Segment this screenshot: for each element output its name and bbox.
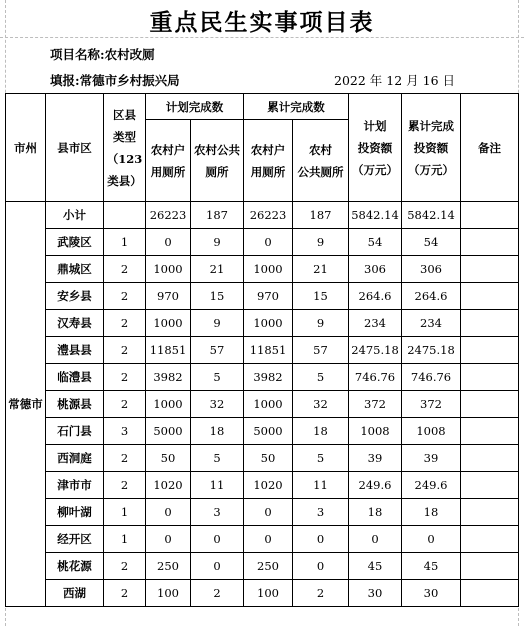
type-cell: 1 (104, 499, 146, 526)
remark-cell (461, 499, 519, 526)
cum-public-cell: 15 (293, 283, 349, 310)
county-cell: 汉寿县 (46, 310, 104, 337)
project-label: 项目名称: (50, 47, 105, 62)
type-cell: 2 (104, 364, 146, 391)
cum-households-cell: 26223 (244, 202, 293, 229)
plan-households-cell: 3982 (146, 364, 191, 391)
plan-invest-cell: 1008 (349, 418, 402, 445)
cum-public-cell: 2 (293, 580, 349, 607)
county-cell: 西洞庭 (46, 445, 104, 472)
table-row (6, 580, 519, 607)
header-type: 区县 类型 （123 类县） (104, 94, 146, 202)
county-cell: 津市市 (46, 472, 104, 499)
cum-households-cell: 1000 (244, 391, 293, 418)
cum-public-cell: 0 (293, 553, 349, 580)
header-cum-group: 累计完成数 (244, 94, 349, 120)
remark-cell (461, 283, 519, 310)
cum-households-cell: 50 (244, 445, 293, 472)
plan-households-cell: 50 (146, 445, 191, 472)
header-county: 县市区 (46, 94, 104, 202)
plan-invest-cell: 45 (349, 553, 402, 580)
table-row (6, 202, 519, 229)
table-row (6, 526, 519, 553)
county-cell: 武陵区 (46, 229, 104, 256)
type-cell: 2 (104, 553, 146, 580)
cum-public-cell: 32 (293, 391, 349, 418)
report-date: 2022 年 12 月 16 日 (334, 73, 455, 88)
county-cell: 临澧县 (46, 364, 104, 391)
plan-invest-cell: 234 (349, 310, 402, 337)
remark-cell (461, 256, 519, 283)
cum-households-cell: 0 (244, 526, 293, 553)
plan-households-cell: 26223 (146, 202, 191, 229)
plan-invest-cell: 18 (349, 499, 402, 526)
cum-invest-cell: 45 (402, 553, 461, 580)
cum-invest-cell: 54 (402, 229, 461, 256)
plan-public-cell: 0 (191, 553, 244, 580)
plan-households-cell: 0 (146, 499, 191, 526)
table-row (6, 418, 519, 445)
header-remark: 备注 (461, 94, 519, 202)
cum-households-cell: 970 (244, 283, 293, 310)
type-cell (104, 202, 146, 229)
cum-public-cell: 5 (293, 445, 349, 472)
plan-public-cell: 15 (191, 283, 244, 310)
header-cum-households: 农村户 用厕所 (244, 120, 293, 202)
plan-households-cell: 0 (146, 526, 191, 553)
county-cell: 鼎城区 (46, 256, 104, 283)
cum-households-cell: 11851 (244, 337, 293, 364)
cum-households-cell: 1020 (244, 472, 293, 499)
table-row (6, 337, 519, 364)
cum-invest-cell: 0 (402, 526, 461, 553)
cum-households-cell: 3982 (244, 364, 293, 391)
type-cell: 2 (104, 337, 146, 364)
remark-cell (461, 445, 519, 472)
plan-public-cell: 0 (191, 526, 244, 553)
cum-invest-cell: 1008 (402, 418, 461, 445)
cum-households-cell: 250 (244, 553, 293, 580)
plan-public-cell: 2 (191, 580, 244, 607)
plan-households-cell: 100 (146, 580, 191, 607)
cum-invest-cell: 746.76 (402, 364, 461, 391)
county-cell: 经开区 (46, 526, 104, 553)
plan-public-cell: 9 (191, 229, 244, 256)
cum-public-cell: 11 (293, 472, 349, 499)
filler-line (50, 71, 180, 89)
plan-households-cell: 1020 (146, 472, 191, 499)
cum-public-cell: 0 (293, 526, 349, 553)
plan-households-cell: 1000 (146, 391, 191, 418)
header-plan-group: 计划完成数 (146, 94, 244, 120)
header-cum-invest: 累计完成 投资额 （万元） (402, 94, 461, 202)
cum-public-cell: 9 (293, 310, 349, 337)
table-row (6, 310, 519, 337)
cum-public-cell: 9 (293, 229, 349, 256)
plan-invest-cell: 30 (349, 580, 402, 607)
cum-public-cell: 57 (293, 337, 349, 364)
cum-households-cell: 5000 (244, 418, 293, 445)
project-table (5, 93, 519, 607)
plan-public-cell: 57 (191, 337, 244, 364)
county-cell: 西湖 (46, 580, 104, 607)
cum-households-cell: 0 (244, 499, 293, 526)
remark-cell (461, 310, 519, 337)
plan-households-cell: 5000 (146, 418, 191, 445)
plan-invest-cell: 372 (349, 391, 402, 418)
plan-invest-cell: 2475.18 (349, 337, 402, 364)
header-plan-invest: 计划 投资额 （万元） (349, 94, 402, 202)
cum-households-cell: 100 (244, 580, 293, 607)
page-guide-top (0, 37, 524, 38)
plan-households-cell: 1000 (146, 256, 191, 283)
cum-households-cell: 1000 (244, 310, 293, 337)
plan-invest-cell: 54 (349, 229, 402, 256)
plan-invest-cell: 746.76 (349, 364, 402, 391)
table-row (6, 283, 519, 310)
project-value: 农村改厕 (104, 47, 155, 62)
type-cell: 2 (104, 310, 146, 337)
document-title: 重点民生实事项目表 (149, 9, 375, 36)
type-cell: 1 (104, 229, 146, 256)
project-line (50, 45, 155, 63)
plan-public-cell: 21 (191, 256, 244, 283)
plan-households-cell: 11851 (146, 337, 191, 364)
plan-invest-cell: 39 (349, 445, 402, 472)
type-cell: 2 (104, 445, 146, 472)
table-row (6, 391, 519, 418)
plan-public-cell: 5 (191, 445, 244, 472)
table-row (6, 445, 519, 472)
plan-invest-cell: 249.6 (349, 472, 402, 499)
header-city: 市州 (6, 94, 46, 202)
plan-households-cell: 250 (146, 553, 191, 580)
remark-cell (461, 553, 519, 580)
county-cell: 澧县县 (46, 337, 104, 364)
type-cell: 2 (104, 283, 146, 310)
header-plan-public: 农村公共 厕所 (191, 120, 244, 202)
remark-cell (461, 364, 519, 391)
cum-invest-cell: 39 (402, 445, 461, 472)
cum-public-cell: 21 (293, 256, 349, 283)
filler-value: 常德市乡村振兴局 (79, 73, 180, 88)
city-cell: 常德市 (6, 202, 46, 607)
cum-invest-cell: 306 (402, 256, 461, 283)
table-row (6, 256, 519, 283)
remark-cell (461, 337, 519, 364)
cum-invest-cell: 249.6 (402, 472, 461, 499)
plan-invest-cell: 264.6 (349, 283, 402, 310)
remark-cell (461, 526, 519, 553)
table-row (6, 472, 519, 499)
county-cell: 柳叶湖 (46, 499, 104, 526)
cum-public-cell: 3 (293, 499, 349, 526)
cum-public-cell: 187 (293, 202, 349, 229)
cum-invest-cell: 234 (402, 310, 461, 337)
header-cum-public: 农村 公共厕所 (293, 120, 349, 202)
remark-cell (461, 472, 519, 499)
remark-cell (461, 391, 519, 418)
remark-cell (461, 229, 519, 256)
type-cell: 1 (104, 526, 146, 553)
plan-households-cell: 0 (146, 229, 191, 256)
county-cell: 桃源县 (46, 391, 104, 418)
remark-cell (461, 418, 519, 445)
plan-public-cell: 5 (191, 364, 244, 391)
plan-public-cell: 187 (191, 202, 244, 229)
cum-households-cell: 0 (244, 229, 293, 256)
cum-invest-cell: 264.6 (402, 283, 461, 310)
county-cell: 石门县 (46, 418, 104, 445)
plan-invest-cell: 0 (349, 526, 402, 553)
type-cell: 2 (104, 580, 146, 607)
remark-cell (461, 202, 519, 229)
remark-cell (461, 580, 519, 607)
cum-public-cell: 18 (293, 418, 349, 445)
table-row (6, 364, 519, 391)
table-row (6, 229, 519, 256)
cum-invest-cell: 5842.14 (402, 202, 461, 229)
filler-label: 填报: (50, 73, 80, 88)
county-cell: 小计 (46, 202, 104, 229)
cum-invest-cell: 372 (402, 391, 461, 418)
plan-public-cell: 18 (191, 418, 244, 445)
plan-invest-cell: 5842.14 (349, 202, 402, 229)
type-cell: 2 (104, 256, 146, 283)
table-row (6, 499, 519, 526)
county-cell: 桃花源 (46, 553, 104, 580)
plan-public-cell: 3 (191, 499, 244, 526)
plan-public-cell: 11 (191, 472, 244, 499)
header-plan-households: 农村户 用厕所 (146, 120, 191, 202)
type-cell: 2 (104, 391, 146, 418)
cum-invest-cell: 30 (402, 580, 461, 607)
cum-invest-cell: 18 (402, 499, 461, 526)
plan-public-cell: 9 (191, 310, 244, 337)
county-cell: 安乡县 (46, 283, 104, 310)
plan-households-cell: 1000 (146, 310, 191, 337)
cum-invest-cell: 2475.18 (402, 337, 461, 364)
type-cell: 3 (104, 418, 146, 445)
table-row (6, 553, 519, 580)
type-cell: 2 (104, 472, 146, 499)
plan-public-cell: 32 (191, 391, 244, 418)
plan-households-cell: 970 (146, 283, 191, 310)
plan-invest-cell: 306 (349, 256, 402, 283)
cum-households-cell: 1000 (244, 256, 293, 283)
cum-public-cell: 5 (293, 364, 349, 391)
